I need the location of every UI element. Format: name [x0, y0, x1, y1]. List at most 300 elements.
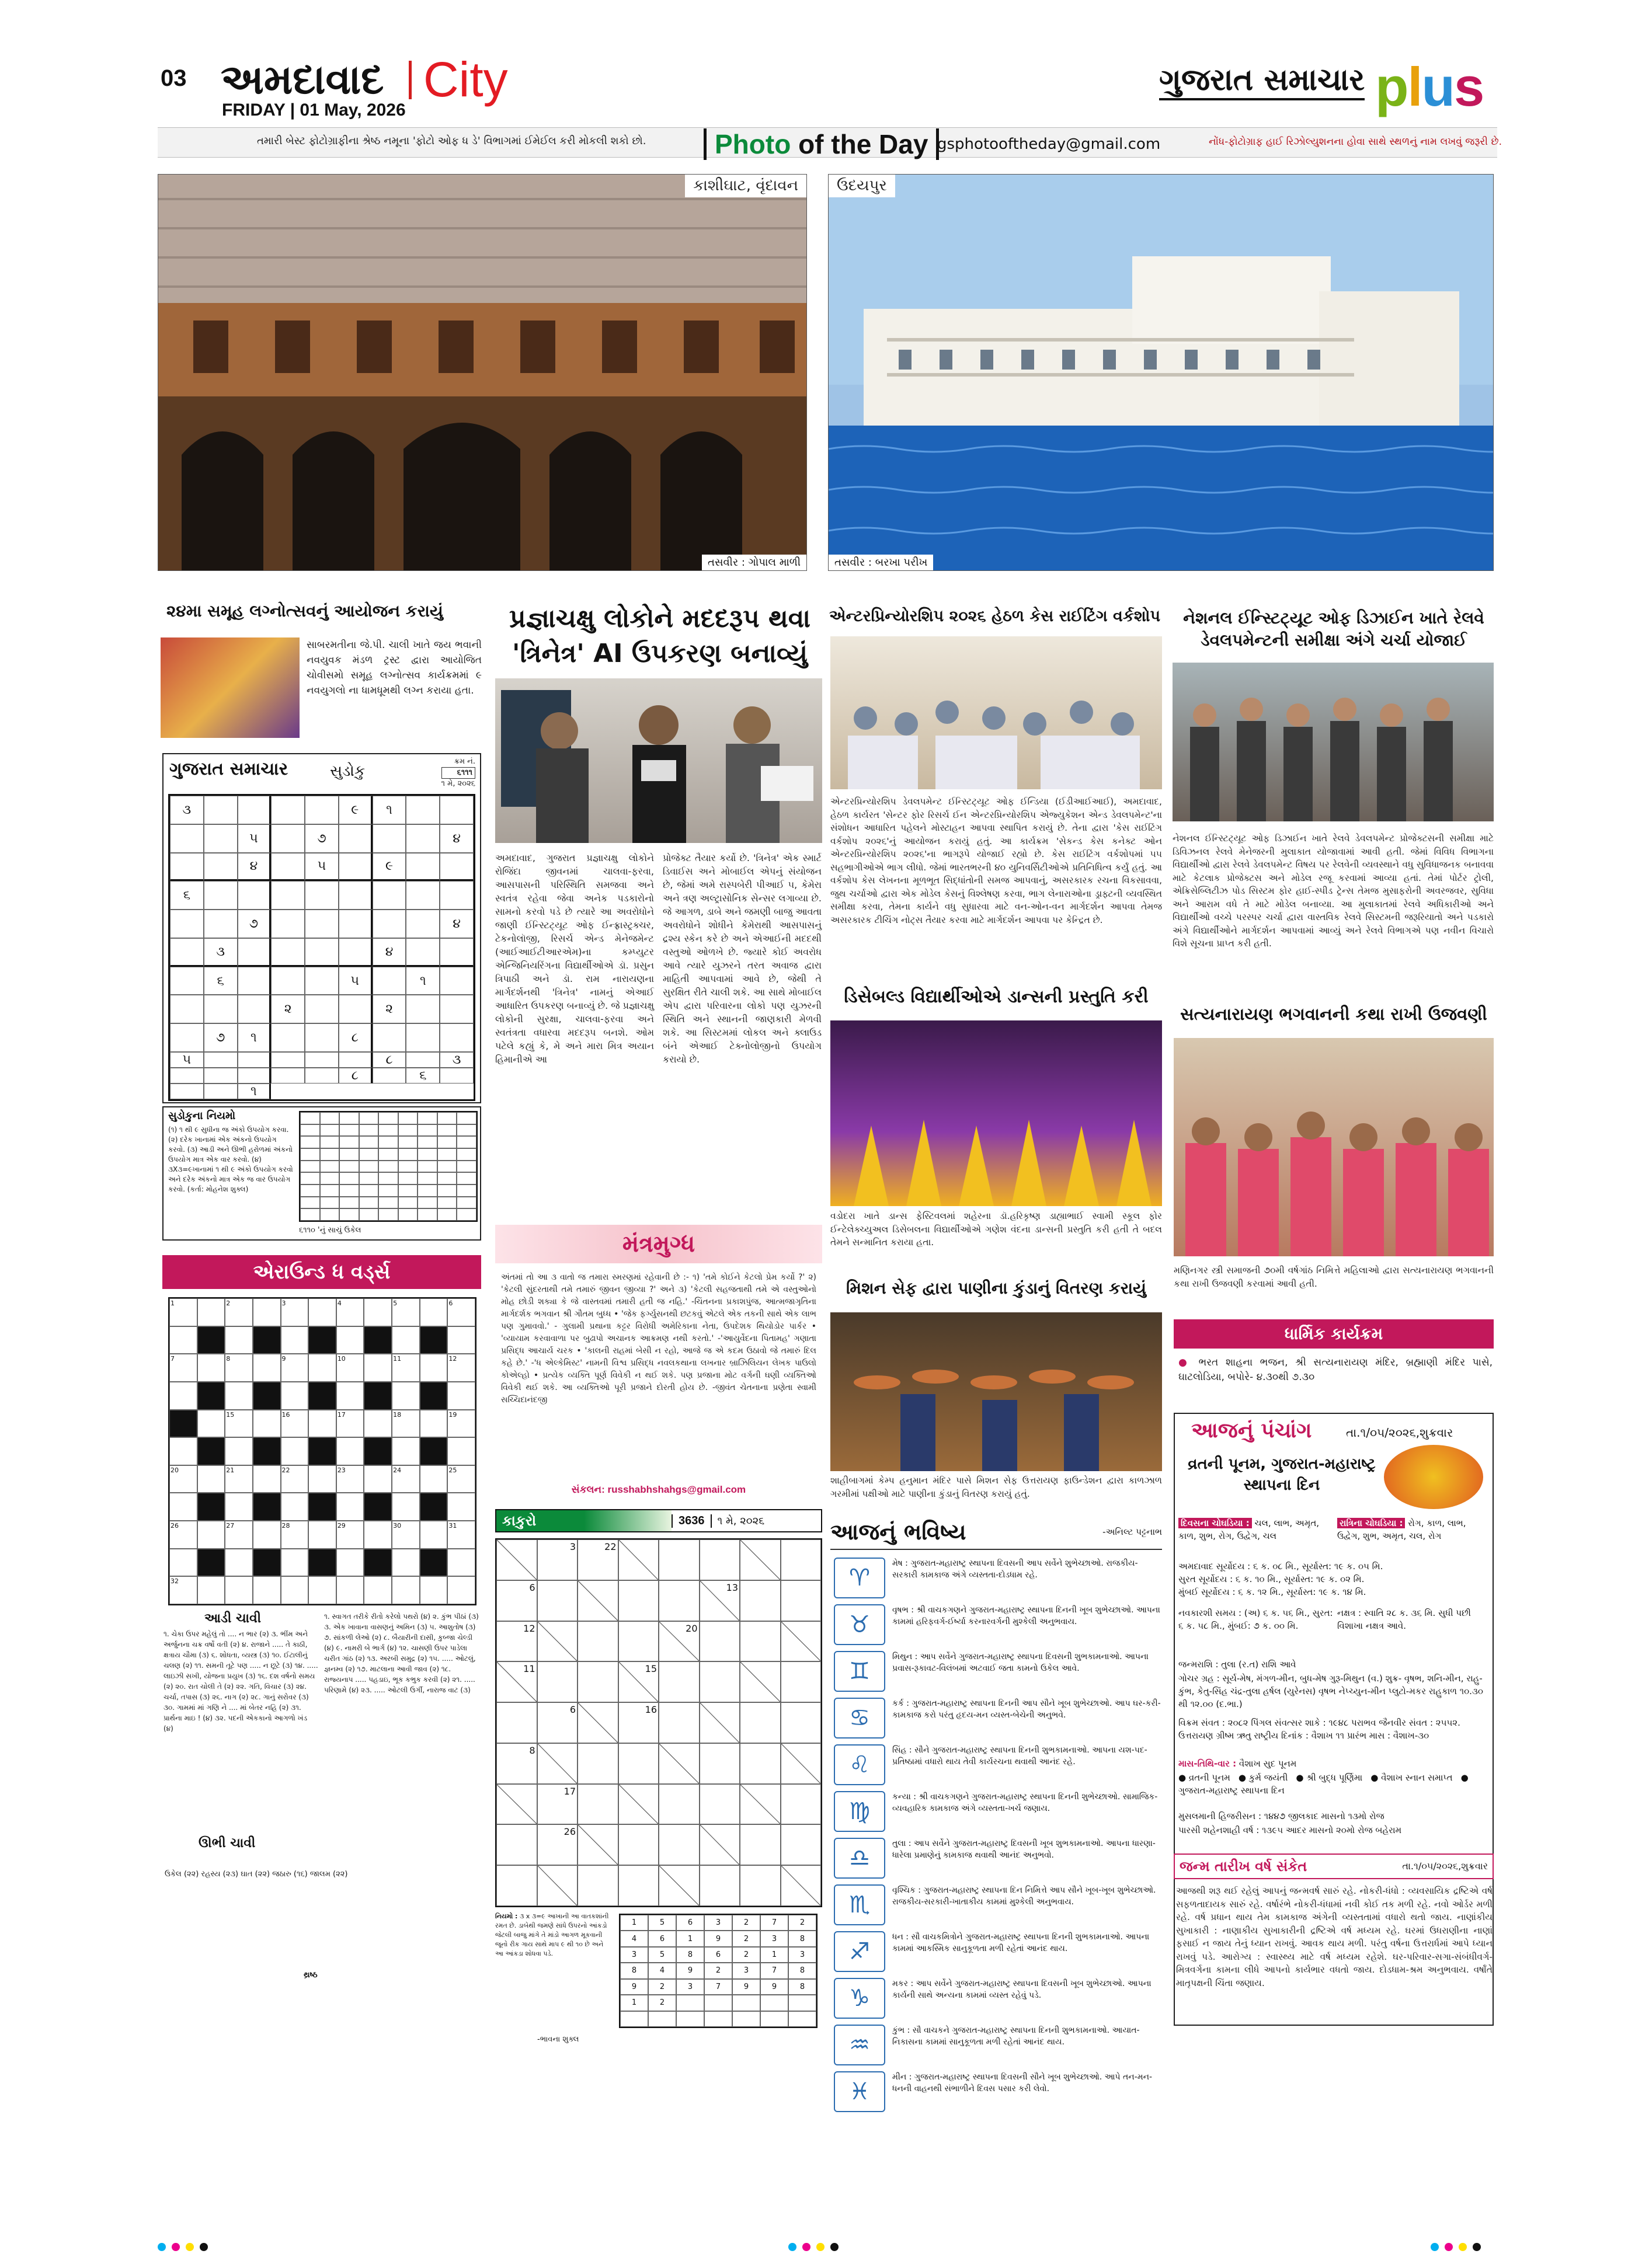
- sudoku-cell[interactable]: [271, 796, 305, 824]
- kakuro-cell[interactable]: [659, 1661, 700, 1702]
- crossword-cell: [420, 1437, 448, 1465]
- crossword-cell[interactable]: [392, 1576, 420, 1604]
- sudoku-cell[interactable]: [238, 796, 272, 824]
- crossword-cell[interactable]: [281, 1493, 309, 1521]
- crossword-cell[interactable]: 12: [447, 1354, 475, 1382]
- sudoku-cell[interactable]: [170, 853, 204, 882]
- crossword-cell[interactable]: [281, 1576, 309, 1604]
- kakuro-cell[interactable]: [496, 1865, 537, 1906]
- crossword-cell[interactable]: [308, 1465, 336, 1493]
- sudoku-cell[interactable]: [271, 938, 305, 967]
- crossword-cell[interactable]: [447, 1437, 475, 1465]
- sudoku-cell[interactable]: ૮: [373, 1052, 406, 1068]
- crossword-cell[interactable]: [169, 1437, 197, 1465]
- crossword-cell[interactable]: [420, 1521, 448, 1549]
- crossword-cell[interactable]: [447, 1382, 475, 1410]
- sudoku-cell[interactable]: ૧: [238, 1084, 272, 1099]
- kakuro-cell[interactable]: [537, 1580, 578, 1621]
- nakshatra: નક્ષત્ર : સ્વાતિ ૨૮ ક. ૩૬ મિ. સુધી પછી વિશાખા નક્ષત્ર આવે.: [1337, 1608, 1471, 1631]
- sudoku-prev-cell: [320, 1112, 340, 1124]
- crossword-cell[interactable]: [308, 1410, 336, 1438]
- kakuro-cell[interactable]: [618, 1743, 659, 1784]
- panchang-bullet: ● ગુજરાત-મહારાષ્ટ્ર સ્થાપના દિન: [1178, 1772, 1469, 1796]
- crossword-cell[interactable]: [308, 1521, 336, 1549]
- sudoku-prev-cell: [320, 1172, 340, 1184]
- sudoku-cell[interactable]: [339, 995, 373, 1023]
- sudoku-cell[interactable]: [339, 938, 373, 967]
- sudoku-cell[interactable]: [170, 910, 204, 938]
- sudoku-cell[interactable]: [170, 1084, 204, 1099]
- sudoku-cell[interactable]: ૯: [373, 853, 406, 882]
- sudoku-cell[interactable]: [170, 1068, 204, 1084]
- crossword-cell[interactable]: 8: [225, 1354, 253, 1382]
- crossword-cell[interactable]: [281, 1326, 309, 1354]
- sudoku-cell[interactable]: [305, 938, 339, 967]
- crossword-cell[interactable]: 24: [392, 1465, 420, 1493]
- sudoku-cell[interactable]: ૪: [440, 910, 474, 938]
- crossword-cell[interactable]: [197, 1410, 225, 1438]
- kakuro-cell[interactable]: [740, 1621, 781, 1662]
- kakuro-cell[interactable]: [700, 1539, 740, 1580]
- kakuro-cell[interactable]: 22: [578, 1539, 618, 1580]
- kakuro-cell[interactable]: [700, 1784, 740, 1825]
- crossword-cell[interactable]: [225, 1326, 253, 1354]
- crossword-cell[interactable]: [169, 1549, 197, 1577]
- crossword-cell[interactable]: [281, 1382, 309, 1410]
- sudoku-cell[interactable]: ૮: [339, 1068, 373, 1084]
- crossword-cell[interactable]: [308, 1576, 336, 1604]
- sudoku-cell[interactable]: [339, 1052, 373, 1068]
- crossword-cell[interactable]: [364, 1354, 392, 1382]
- crossword-cell[interactable]: [308, 1354, 336, 1382]
- crossword-cell[interactable]: 22: [281, 1465, 309, 1493]
- crossword-cell[interactable]: [169, 1326, 197, 1354]
- crossword-cell[interactable]: 31: [447, 1521, 475, 1549]
- crossword-cell[interactable]: [364, 1410, 392, 1438]
- kakuro-cell[interactable]: [496, 1702, 537, 1743]
- sudoku-cell[interactable]: [373, 824, 406, 853]
- kakuro-cell[interactable]: [618, 1621, 659, 1662]
- sudoku-cell[interactable]: ૧: [238, 1023, 272, 1052]
- crossword-cell[interactable]: [364, 1465, 392, 1493]
- sudoku-prev-cell: [437, 1197, 457, 1209]
- kakuro-cell[interactable]: [700, 1661, 740, 1702]
- sudoku-cell[interactable]: [440, 995, 474, 1023]
- sudoku-cell[interactable]: [170, 824, 204, 853]
- sudoku-cell[interactable]: [373, 967, 406, 995]
- sudoku-cell[interactable]: [305, 995, 339, 1023]
- sudoku-cell[interactable]: ૫: [170, 1052, 204, 1068]
- crossword-cell[interactable]: 6: [447, 1298, 475, 1326]
- sudoku-cell[interactable]: ૬: [204, 967, 238, 995]
- sudoku-cell[interactable]: ૫: [238, 824, 272, 853]
- sudoku-cell[interactable]: [373, 910, 406, 938]
- dharmik-item: ● ભરત શાહના ભજન, શ્રી સત્યનારાયણ મંદિર, બ્રહ્માણી મંદિર પાસે, ઘાટલોડિયા, બપોરે- ૪.૩૦થી ૭.૩૦: [1178, 1357, 1493, 1383]
- strip-email[interactable]: gsphotooftheday@gmail.com: [937, 135, 1161, 153]
- sudoku-prev-cell: [300, 1148, 320, 1161]
- ai-illustration: [495, 678, 822, 843]
- registration-marks: [158, 2243, 208, 2251]
- sudoku-cell[interactable]: ૯: [339, 796, 373, 824]
- sudoku-cell[interactable]: [271, 967, 305, 995]
- crossword-cell[interactable]: [392, 1382, 420, 1410]
- kakuro-cell[interactable]: [618, 1824, 659, 1865]
- kakuro-cell[interactable]: 8: [496, 1743, 537, 1784]
- sudoku-cell[interactable]: [406, 824, 440, 853]
- crossword-cell[interactable]: 25: [447, 1465, 475, 1493]
- crossword-cell[interactable]: [197, 1298, 225, 1326]
- crossword-cell[interactable]: [253, 1576, 281, 1604]
- photo-credit: તસવીર : ગોપાલ માળી: [702, 555, 806, 570]
- sudoku-cell[interactable]: ૬: [406, 1068, 440, 1084]
- sudoku-cell[interactable]: [204, 1084, 238, 1099]
- crossword-cell[interactable]: [225, 1382, 253, 1410]
- crossword-cell[interactable]: [197, 1354, 225, 1382]
- sudoku-cell[interactable]: [204, 824, 238, 853]
- sudoku-cell[interactable]: [204, 1068, 238, 1084]
- kakuro-cell[interactable]: [740, 1743, 781, 1784]
- sudoku-cell[interactable]: ૩: [170, 796, 204, 824]
- kakuro-cell[interactable]: [659, 1702, 700, 1743]
- sudoku-cell[interactable]: [305, 1052, 339, 1068]
- kakuro-cell[interactable]: [578, 1865, 618, 1906]
- sudoku-cell[interactable]: [440, 1023, 474, 1052]
- crossword-cell[interactable]: [197, 1576, 225, 1604]
- kakuro-cell[interactable]: 16: [618, 1702, 659, 1743]
- sudoku-prev-cell: [398, 1184, 418, 1197]
- kakuro-cell: [578, 1580, 618, 1621]
- janma-rashi: જન્મરાશિ : તુલા (ર.ત) રાશિ આવે: [1178, 1659, 1296, 1670]
- crossword-cell[interactable]: [420, 1576, 448, 1604]
- sudoku-cell[interactable]: [305, 910, 339, 938]
- crossword-cell[interactable]: [225, 1437, 253, 1465]
- crossword-cell[interactable]: [197, 1465, 225, 1493]
- crossword-cell[interactable]: [336, 1437, 364, 1465]
- kakuro-cell[interactable]: [700, 1621, 740, 1662]
- sudoku-cell[interactable]: ૫: [339, 967, 373, 995]
- crossword-cell[interactable]: 29: [336, 1521, 364, 1549]
- kakuro-cell[interactable]: 12: [496, 1621, 537, 1662]
- sudoku-cell[interactable]: ૨: [373, 995, 406, 1023]
- kakuro-cell[interactable]: [578, 1621, 618, 1662]
- sudoku-cell[interactable]: [170, 995, 204, 1023]
- kakuro-cell[interactable]: 3: [537, 1539, 578, 1580]
- crossword-cell[interactable]: 2: [225, 1298, 253, 1326]
- sudoku-cell[interactable]: [271, 910, 305, 938]
- kakuro-grid[interactable]: [495, 1538, 822, 1907]
- crossword-cell[interactable]: [169, 1382, 197, 1410]
- crossword-grid[interactable]: [168, 1297, 476, 1605]
- crossword-cell[interactable]: 32: [169, 1576, 197, 1604]
- crossword-cell[interactable]: 10: [336, 1354, 364, 1382]
- zodiac-icon: ♑: [834, 1978, 885, 2019]
- kakuro-cell[interactable]: [781, 1702, 822, 1743]
- kakuro-cell[interactable]: [700, 1865, 740, 1906]
- sudoku-cell[interactable]: [339, 910, 373, 938]
- kakuro-cell[interactable]: [659, 1539, 700, 1580]
- sudoku-cell[interactable]: [170, 1023, 204, 1052]
- sudoku-cell[interactable]: [305, 967, 339, 995]
- crossword-cell[interactable]: 7: [169, 1354, 197, 1382]
- sudoku-cell[interactable]: [204, 995, 238, 1023]
- sudoku-prev-cell: [359, 1161, 379, 1173]
- sudoku-cell[interactable]: [406, 796, 440, 824]
- sudoku-cell[interactable]: [339, 881, 373, 910]
- crossword-cell[interactable]: [253, 1465, 281, 1493]
- kakuro-cell[interactable]: [781, 1784, 822, 1825]
- entre-photo: [830, 636, 1162, 789]
- sudoku-cell[interactable]: [204, 910, 238, 938]
- crossword-cell[interactable]: [420, 1354, 448, 1382]
- crossword-cell[interactable]: [420, 1298, 448, 1326]
- sudoku-prev-cell: [457, 1197, 476, 1209]
- horoscope-item: [834, 1931, 1161, 1972]
- wedding-headline: ૨૪મા સમૂહ લગ્નોત્સવનું આયોજન કરાયું: [166, 601, 443, 621]
- crossword-cell[interactable]: [447, 1549, 475, 1577]
- sudoku-cell[interactable]: [406, 1052, 440, 1068]
- sudoku-cell[interactable]: ૬: [170, 881, 204, 910]
- sudoku-prev-cell: [398, 1124, 418, 1137]
- sudoku-cell[interactable]: [339, 853, 373, 882]
- crossword-cell[interactable]: [169, 1493, 197, 1521]
- crossword-cell[interactable]: [336, 1493, 364, 1521]
- sudoku-cell[interactable]: ૫: [305, 853, 339, 882]
- crossword-cell[interactable]: [392, 1326, 420, 1354]
- sudoku-prev-cell: [378, 1208, 398, 1221]
- crossword-cell[interactable]: [392, 1437, 420, 1465]
- sudoku-cell[interactable]: [406, 881, 440, 910]
- sudoku-cell[interactable]: [373, 1023, 406, 1052]
- sudoku-cell[interactable]: [271, 853, 305, 882]
- sudoku-cell[interactable]: [204, 853, 238, 882]
- sudoku-cell[interactable]: [406, 910, 440, 938]
- kakuro-cell: 13: [700, 1580, 740, 1621]
- sudoku-cell[interactable]: [305, 1023, 339, 1052]
- kakuro-cell[interactable]: [740, 1865, 781, 1906]
- crossword-cell[interactable]: 26: [169, 1521, 197, 1549]
- sudoku-cell[interactable]: ૪: [238, 853, 272, 882]
- mantra-email[interactable]: russhabhshahgs@gmail.com: [607, 1484, 746, 1495]
- crossword-cell[interactable]: 11: [392, 1354, 420, 1382]
- crossword-cell[interactable]: [336, 1576, 364, 1604]
- crossword-cell[interactable]: [447, 1326, 475, 1354]
- kakuro-cell[interactable]: [740, 1580, 781, 1621]
- kakuro-cell[interactable]: 17: [537, 1784, 578, 1825]
- sudoku-cell[interactable]: ૪: [373, 938, 406, 967]
- crossword-cell[interactable]: [420, 1465, 448, 1493]
- sudoku-cell[interactable]: [406, 995, 440, 1023]
- crossword-cell[interactable]: [308, 1298, 336, 1326]
- kakuro-cell[interactable]: [578, 1661, 618, 1702]
- sudoku-cell[interactable]: [204, 1052, 238, 1068]
- sudoku-cell[interactable]: [238, 1052, 272, 1068]
- sudoku-cell[interactable]: [170, 938, 204, 967]
- sudoku-cell[interactable]: [204, 881, 238, 910]
- sudoku-cell[interactable]: [305, 1068, 339, 1084]
- kakuro-cell[interactable]: [700, 1743, 740, 1784]
- sudoku-prev-cell: [300, 1208, 320, 1221]
- horoscope-item: [834, 1838, 1161, 1879]
- crossword-cell[interactable]: 3: [281, 1298, 309, 1326]
- kakuro-cell: [659, 1743, 700, 1784]
- sudoku-cell[interactable]: [373, 881, 406, 910]
- kakuro-cell[interactable]: [618, 1580, 659, 1621]
- crossword-cell[interactable]: [364, 1576, 392, 1604]
- crossword-cell[interactable]: [253, 1354, 281, 1382]
- sudoku-cell[interactable]: [238, 967, 272, 995]
- sudoku-cell[interactable]: [238, 1068, 272, 1084]
- sudoku-cell[interactable]: [271, 1068, 305, 1084]
- kakuro-cell[interactable]: 26: [537, 1824, 578, 1865]
- sudoku-cell[interactable]: [271, 881, 305, 910]
- kakuro-cell[interactable]: [618, 1865, 659, 1906]
- crossword-cell[interactable]: [336, 1549, 364, 1577]
- horoscope-text: કન્યા : શ્રી વાચકગણને ગુજરાત-મહારાષ્ટ્ર સ્થાપના દિનની શુભેચ્છાઓ. સામાજિક-વ્યવહારિક કામકાજ અંગે વ્યસ્તતા-ખર્ચ જણાય.: [892, 1792, 1158, 1813]
- kakuro-cell[interactable]: [659, 1824, 700, 1865]
- kakuro-cell: [578, 1702, 618, 1743]
- sudoku-cell[interactable]: ૭: [238, 910, 272, 938]
- crossword-cell[interactable]: [225, 1493, 253, 1521]
- kakuro-cell[interactable]: [537, 1661, 578, 1702]
- crossword-cell[interactable]: 20: [169, 1465, 197, 1493]
- sudoku-cell[interactable]: [440, 938, 474, 967]
- sudoku-cell[interactable]: [440, 1068, 474, 1084]
- bullet-icon: ●: [1178, 1357, 1192, 1368]
- kakuro-number: 3636: [672, 1514, 712, 1528]
- sudoku-cell[interactable]: ૪: [440, 824, 474, 853]
- crossword-cell[interactable]: 9: [281, 1354, 309, 1382]
- kakuro-cell[interactable]: [659, 1580, 700, 1621]
- crossword-cell[interactable]: 27: [225, 1521, 253, 1549]
- kakuro-cell[interactable]: [578, 1743, 618, 1784]
- sudoku-cell[interactable]: ૩: [204, 938, 238, 967]
- sudoku-cell[interactable]: [271, 1023, 305, 1052]
- crossword-cell[interactable]: [253, 1410, 281, 1438]
- across-clues: ૧. ચેકા ઉપર મહેલું તો .... ન ભાર (૨) ૩. ભીંમ અને અર્જુનના ચક્ર વર્ષો વતી (૨) ૪. રાજાને ..... તે કાઠી, ક્ષત્રાય ચૌમા (૩) ૬. શોધતા, વ્યસ્ત્ર (૩) ૧૦. ઈટાલીનું ચલણ (૨) ૧૧. સમની તૂટે પણ ..... ન છૂટે (૩) ૧૪. ..... લાઇઝી સખી, યોજના પ્રયુખ (૩) ૧૬. દશ વર્ષનો સમય (૨) ૨૦. રાત ચોલી તે (૨) ૨૨. ગતિ, વિચાર (૩) ૨૪. ચર્ચા, તપાસ (૩) ૨૬. નાગ (૨) ૨૮. ગાનું સરોવર (૩) ૩૦. ગામમાં માં ગણિ ને .... માં બેતર નહિ (૨) ૩૧. પ્રાર્થના માઇ ! (૪) ૩૨. પદની એકકાનો આગળો ખંડ (૪): [164, 1630, 318, 1733]
- sudoku-prev-cell: [378, 1148, 398, 1161]
- sudoku-cell[interactable]: [440, 853, 474, 882]
- kakuro-solution-cell: 3: [676, 1979, 704, 1995]
- sudoku-cell[interactable]: [271, 824, 305, 853]
- kakuro-cell[interactable]: [781, 1580, 822, 1621]
- kakuro-solution-cell: 3: [760, 1931, 788, 1946]
- sudoku-cell[interactable]: ૭: [204, 1023, 238, 1052]
- crossword-cell[interactable]: [364, 1298, 392, 1326]
- crossword-cell[interactable]: [225, 1549, 253, 1577]
- kakuro-cell[interactable]: 6: [496, 1580, 537, 1621]
- sudoku-cell[interactable]: [305, 881, 339, 910]
- crossword-cell[interactable]: 16: [281, 1410, 309, 1438]
- crossword-cell[interactable]: [392, 1493, 420, 1521]
- crossword-cell[interactable]: 1: [169, 1298, 197, 1326]
- sudoku-cell[interactable]: [238, 995, 272, 1023]
- kakuro-cell[interactable]: [740, 1702, 781, 1743]
- sudoku-cell[interactable]: [238, 881, 272, 910]
- sudoku-cell[interactable]: ૮: [339, 1023, 373, 1052]
- vikram-samvat: વિક્રમ સંવત : ૨૦૮૨ પિંગલ સંવત્સર શાકે : ૧૯૪૮ પરાભવ જૈનવીર સંવત : ૨૫૫૨. ઉત્તરાયણ ગ્રીષ્મ ઋતુ રાષ્ટ્રીય દિનાંક : વૈશાખ ૧૧ પ્રારંભ માસ : વૈશાખ-૩૦: [1178, 1717, 1460, 1741]
- sudoku-cell[interactable]: [373, 1068, 406, 1084]
- sudoku-grid[interactable]: [168, 794, 475, 1101]
- kakuro-solution-cell: 1: [620, 1995, 648, 2011]
- crossword-cell[interactable]: 5: [392, 1298, 420, 1326]
- day-choghadiya: દિવસના ચોઘડિયા : ચલ, લાભ, અમૃત, કાળ, શુભ, રોગ, ઉદ્વેગ, ચલ: [1178, 1518, 1320, 1541]
- sudoku-prev-cell: [359, 1172, 379, 1184]
- crossword-cell[interactable]: 21: [225, 1465, 253, 1493]
- sudoku-prev-cell: [398, 1172, 418, 1184]
- kakuro-cell[interactable]: [740, 1824, 781, 1865]
- kakuro-cell[interactable]: [659, 1784, 700, 1825]
- crossword-cell[interactable]: [336, 1326, 364, 1354]
- photo-place-label: કાશીઘાટ, વૃંદાવન: [685, 175, 806, 197]
- crossword-cell[interactable]: 28: [281, 1521, 309, 1549]
- sudoku-cell[interactable]: [406, 1023, 440, 1052]
- crossword-cell[interactable]: [420, 1410, 448, 1438]
- kakuro-cell: [700, 1824, 740, 1865]
- kakuro-cell[interactable]: [578, 1784, 618, 1825]
- crossword-cell[interactable]: [336, 1382, 364, 1410]
- sudoku-prev-cell: [378, 1172, 398, 1184]
- sudoku-cell[interactable]: ૭: [305, 824, 339, 853]
- crossword-cell[interactable]: 4: [336, 1298, 364, 1326]
- crossword-cell[interactable]: 17: [336, 1410, 364, 1438]
- crossword-cell: [197, 1493, 225, 1521]
- kakuro-cell[interactable]: [496, 1824, 537, 1865]
- sudoku-prev-cell: [418, 1124, 437, 1137]
- kakuro-cell[interactable]: [781, 1661, 822, 1702]
- crossword-cell[interactable]: [253, 1521, 281, 1549]
- sudoku-cell[interactable]: [440, 967, 474, 995]
- crossword-cell[interactable]: [447, 1576, 475, 1604]
- sudoku-cell[interactable]: [406, 853, 440, 882]
- sudoku-cell[interactable]: [440, 881, 474, 910]
- kakuro-cell[interactable]: 6: [537, 1702, 578, 1743]
- crossword-cell[interactable]: [225, 1576, 253, 1604]
- crossword-cell[interactable]: 30: [392, 1521, 420, 1549]
- kakuro-cell[interactable]: [781, 1824, 822, 1865]
- crossword-cell[interactable]: [253, 1298, 281, 1326]
- sudoku-cell[interactable]: [271, 1052, 305, 1068]
- crossword-cell[interactable]: 15: [225, 1410, 253, 1438]
- sudoku-cell[interactable]: [339, 824, 373, 853]
- sudoku-cell[interactable]: [406, 938, 440, 967]
- sudoku-cell[interactable]: [440, 796, 474, 824]
- crossword-cell[interactable]: 18: [392, 1410, 420, 1438]
- kakuro-solution-cell: 2: [704, 1963, 732, 1978]
- sudoku-cell[interactable]: ૩: [440, 1052, 474, 1068]
- ai-body-col1: અમદાવાદ, ગુજરાત પ્રજ્ઞાચક્ષુ લોકોને રોજિંદા જીવનમાં ચાલવા-ફરવા, આસપાસની પરિસ્થિતિ સમજવા અને સ્વતંત્ર રહેવા જેવા અનેક પડકારોનો સામનો કરવો પડે છે ત્યારે આ અવરોધોને જાણી ઈન્સ્ટિટ્યૂટ ઓફ ઈન્ફ્રાસ્ટ્રક્ચર, ટેકનોલૉજી, રિસર્ચ એન્ડ મેનેજમેન્ટ (આઈઆઈટીઆરએમ)ના કમ્પ્યુટર એન્જિનિયરિંગના વિદ્યાર્થીઓએ ડૉ. પ્રસુન ત્રિપાઠી અને ડૉ. રામ નારાયણના માર્ગદર્શનથી 'ત્રિનેત્ર' નામનું એઆઈ આધારિત ઉપકરણ બનાવ્યું છે. જે પ્રજ્ઞાચક્ષુ લોકોની સુરક્ષા, ચાલવા-ફરવા અને સ્વતંત્રતા વધારવા મદદરૂપ બનશે. ઓમ પટેલે કહ્યું કે, મે અને મારા મિત્ર અયાન હિમાનીએ આ: [495, 852, 654, 1065]
- crossword-cell[interactable]: 23: [336, 1465, 364, 1493]
- crossword-cell[interactable]: [364, 1521, 392, 1549]
- sudoku-cell[interactable]: [238, 938, 272, 967]
- sudoku-cell[interactable]: ૨: [271, 995, 305, 1023]
- strip-note: નોંધ-ફોટોગ્રાફ હાઈ રિઝોલ્યુશનના હોવા સાથે સ્થળનું નામ લખવું જરૂરી છે.: [1209, 136, 1502, 148]
- crossword-cell[interactable]: [447, 1493, 475, 1521]
- janma-header: [1174, 1854, 1494, 1879]
- sudoku-cell[interactable]: [204, 796, 238, 824]
- sudoku-cell[interactable]: ૧: [373, 796, 406, 824]
- sudoku-cell[interactable]: [305, 796, 339, 824]
- kakuro-cell[interactable]: [781, 1539, 822, 1580]
- crossword-cell[interactable]: [281, 1549, 309, 1577]
- crossword-cell[interactable]: 19: [447, 1410, 475, 1438]
- crossword-cell[interactable]: [197, 1521, 225, 1549]
- crossword-cell: [308, 1326, 336, 1354]
- satya-illustration: [1174, 1038, 1494, 1256]
- crossword-cell[interactable]: [281, 1437, 309, 1465]
- sudoku-cell[interactable]: ૧: [406, 967, 440, 995]
- crossword-cell[interactable]: [392, 1549, 420, 1577]
- sudoku-cell[interactable]: [170, 967, 204, 995]
